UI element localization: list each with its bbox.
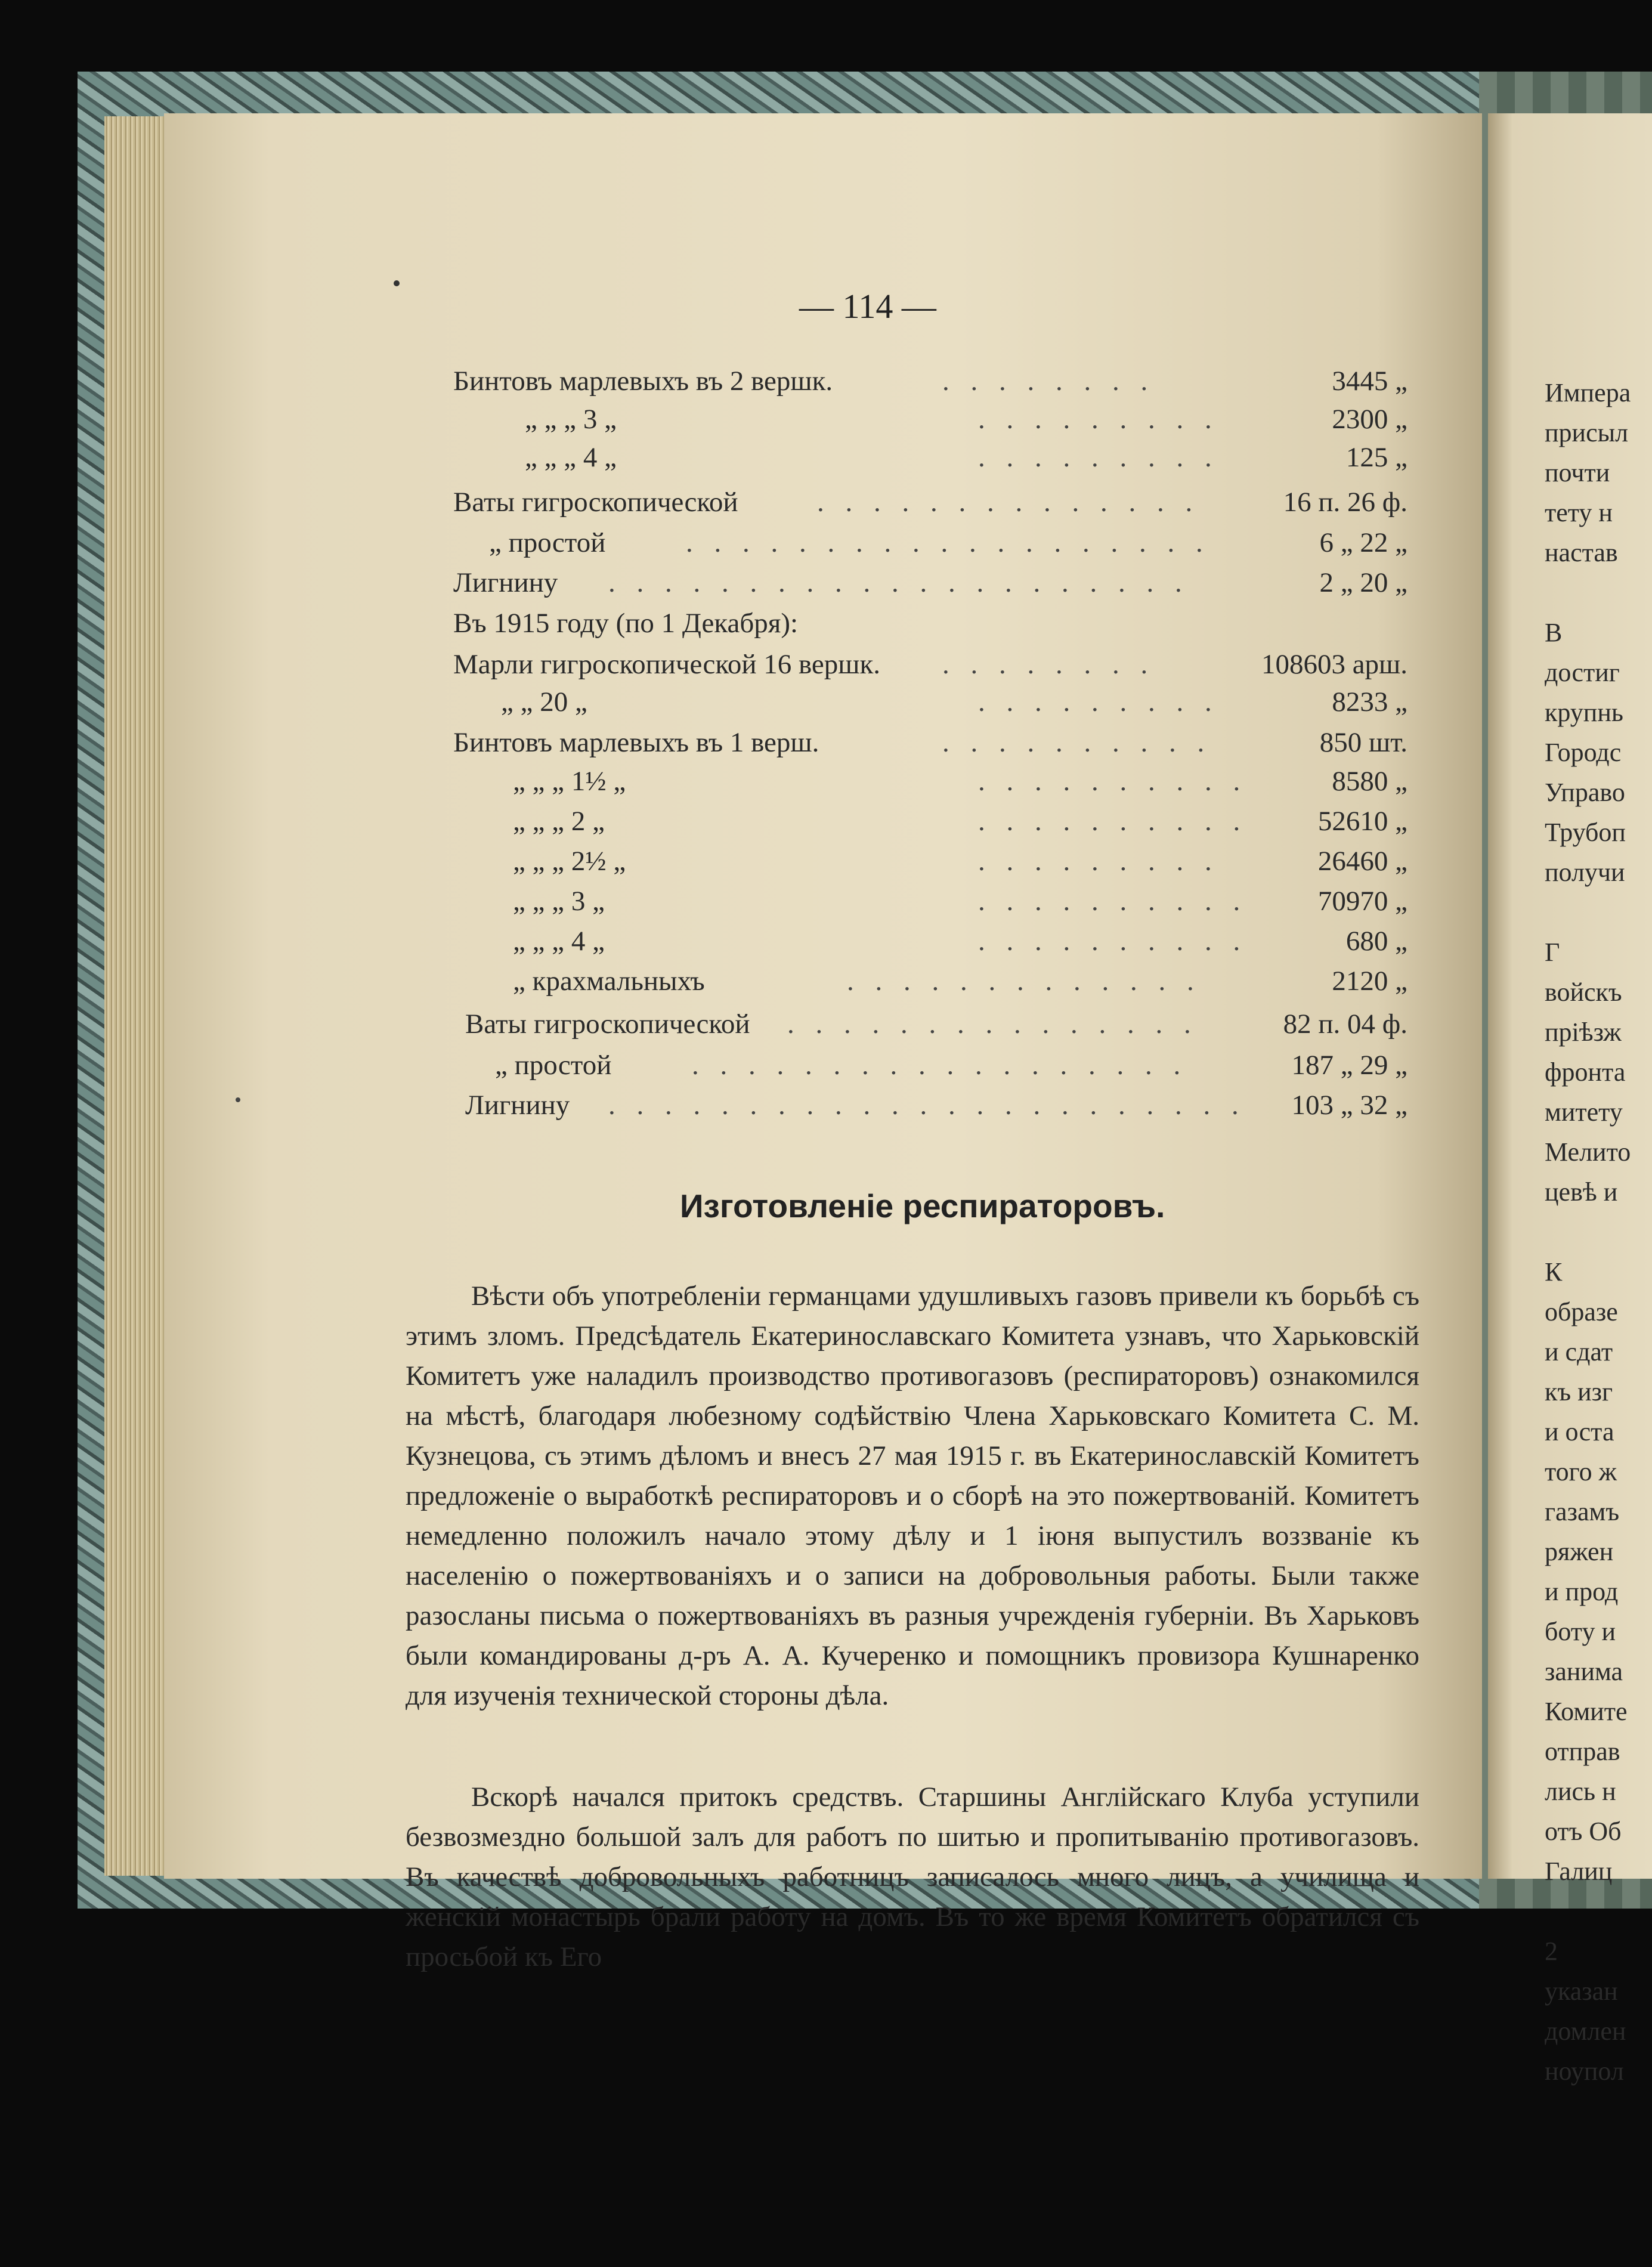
right-page-line: лись н	[1545, 1777, 1616, 1806]
right-page-line: присыл	[1545, 418, 1629, 447]
right-page-line: достиг	[1545, 658, 1620, 687]
list-item: „ „ 20 „ . . . . . . . . . 8233 „	[501, 686, 1407, 717]
list-item: „ „ „ 2½ „ . . . . . . . . . 26460 „	[513, 846, 1407, 877]
list-item: „ „ „ 2 „ . . . . . . . . . . 52610 „	[513, 806, 1407, 837]
right-page-line: войскъ	[1545, 978, 1622, 1007]
right-page-line: Управо	[1545, 778, 1625, 807]
right-page-line: къ изг	[1545, 1377, 1613, 1406]
list-item: Бинтовъ марлевыхъ въ 1 верш. . . . . . . . . . . 850 шт.	[453, 727, 1407, 758]
list-item: „ крахмальныхъ . . . . . . . . . . . . . 2120 „	[513, 966, 1407, 997]
page-edges	[104, 116, 170, 1876]
list-item: Ваты гигроскопической . . . . . . . . . . . . . . . 82 п. 04 ф.	[465, 1009, 1407, 1040]
right-page-text	[1545, 373, 1652, 2091]
list-item: Ваты гигроскопической . . . . . . . . . . . . . . 16 п. 26 ф.	[453, 487, 1407, 518]
right-page-line	[1545, 1891, 1652, 1931]
list-item: „ „ „ 4 „ . . . . . . . . . . 680 „	[513, 926, 1407, 957]
list-item: Лигнину . . . . . . . . . . . . . . . . . . . . . 2 „ 20 „	[453, 567, 1407, 598]
right-page-line: отъ Об	[1545, 1817, 1622, 1846]
list-item: „ „ „ 4 „ . . . . . . . . . 125 „	[525, 442, 1407, 473]
right-page-line: Импера	[1545, 378, 1631, 407]
right-page-line	[1545, 892, 1652, 932]
right-page-line: газамъ	[1545, 1497, 1620, 1526]
right-page-line: отправ	[1545, 1737, 1620, 1766]
right-page-line: настав	[1545, 538, 1618, 567]
right-page-line: ряжен	[1545, 1537, 1614, 1566]
right-page-line: К	[1545, 1257, 1563, 1286]
ink-speck	[236, 1097, 240, 1102]
right-page-line: и оста	[1545, 1417, 1614, 1446]
right-page-line: Мелито	[1545, 1137, 1631, 1167]
list-item: „ „ „ 3 „ . . . . . . . . . 2300 „	[525, 404, 1407, 435]
right-page-line: цевѣ и	[1545, 1177, 1618, 1207]
right-page-line: того ж	[1545, 1457, 1617, 1486]
right-page-line: почти	[1545, 458, 1610, 487]
right-page-line	[1545, 573, 1652, 613]
list-item: „ „ „ 1½ „ . . . . . . . . . . 8580 „	[513, 766, 1407, 797]
right-page-line: Трубоп	[1545, 818, 1626, 847]
ink-speck	[394, 280, 400, 286]
right-page-line: 2	[1545, 1937, 1558, 1966]
paragraph: Вѣсти объ употребленіи германцами удушливыхъ газовъ привели къ борьбѣ съ этимъ зломъ. Предсѣдатель Екатеринославскаго Комитета узнавъ, что Харьковскій Комитетъ уже наладилъ производство противогазовъ (респираторовъ) ознакомился на мѣстѣ, благодаря любезному содѣйствію Члена Харьковскаго Комитета С. М. Кузнецова, съ этимъ дѣломъ и внесъ 27 мая 1915 г. въ Екатеринославскій Комитетъ предложеніе о выработкѣ респираторовъ и о сборѣ на это пожертвованій. Комитетъ немедленно положилъ начало этому дѣлу и 1 іюня выпустилъ воззваніе къ населенію о пожертвованіяхъ и о записи на добровольныя работы. Были также разосланы письма о пожертвованіяхъ въ разныя учрежденія губерніи. Въ Харьковъ были командированы д-ръ А. А. Кучеренко и помощникъ провизора Кушнаренко для изученія технической стороны дѣла.	[406, 1281, 1419, 1711]
paragraph: Вскорѣ начался притокъ средствъ. Старшины Англійскаго Клуба уступили безвозмездно большой залъ для работъ по шитью и пропитыванію противогазовъ. Въ качествѣ добровольныхъ работницъ записалось много лицъ, а училища и женскій монастырь брали работу на домъ. Въ то же время Комитетъ обратился съ просьбой къ Его	[406, 1782, 1419, 1972]
list-item: Бинтовъ марлевыхъ въ 2 вершк. . . . . . . . . 3445 „	[453, 366, 1407, 397]
right-page-line: и сдат	[1545, 1337, 1613, 1366]
list-heading: Въ 1915 году (по 1 Декабря):	[453, 608, 799, 639]
right-page-line: Галиц	[1545, 1857, 1613, 1886]
right-page-line: боту и	[1545, 1617, 1616, 1646]
right-page-line: получи	[1545, 858, 1625, 887]
list-item: Лигнину . . . . . . . . . . . . . . . . . . . . . . . 103 „ 32 „	[465, 1090, 1407, 1121]
right-page-line: домлен	[1545, 2017, 1626, 2046]
right-page-line: ноупол	[1545, 2056, 1624, 2086]
right-page-line: крупнь	[1545, 698, 1623, 727]
list-item: „ „ „ 3 „ . . . . . . . . . . 70970 „	[513, 886, 1407, 917]
right-page-line: образе	[1545, 1297, 1618, 1326]
right-page-line: В	[1545, 618, 1563, 647]
list-item: „ простой . . . . . . . . . . . . . . . . . . . 6 „ 22 „	[489, 527, 1407, 558]
right-page-line: и прод	[1545, 1577, 1619, 1606]
page-number: — 114 —	[799, 287, 936, 326]
right-page-line: пріѣзж	[1545, 1017, 1622, 1047]
right-page-line: митету	[1545, 1097, 1623, 1127]
list-item: „ простой . . . . . . . . . . . . . . . . . . 187 „ 29 „	[495, 1050, 1407, 1081]
right-page-line: указан	[1545, 1977, 1618, 2006]
right-page-line: тету н	[1545, 498, 1613, 527]
right-page-line: Г	[1545, 938, 1560, 967]
right-page-line	[1545, 1212, 1652, 1252]
list-item: Марли гигроскопической 16 вершк. . . . . . . . . 108603 арш.	[453, 649, 1407, 680]
right-page-line: занима	[1545, 1657, 1623, 1686]
right-page-line: фронта	[1545, 1057, 1626, 1087]
right-page-line: Комите	[1545, 1697, 1628, 1726]
right-page-line: Городс	[1545, 738, 1622, 767]
